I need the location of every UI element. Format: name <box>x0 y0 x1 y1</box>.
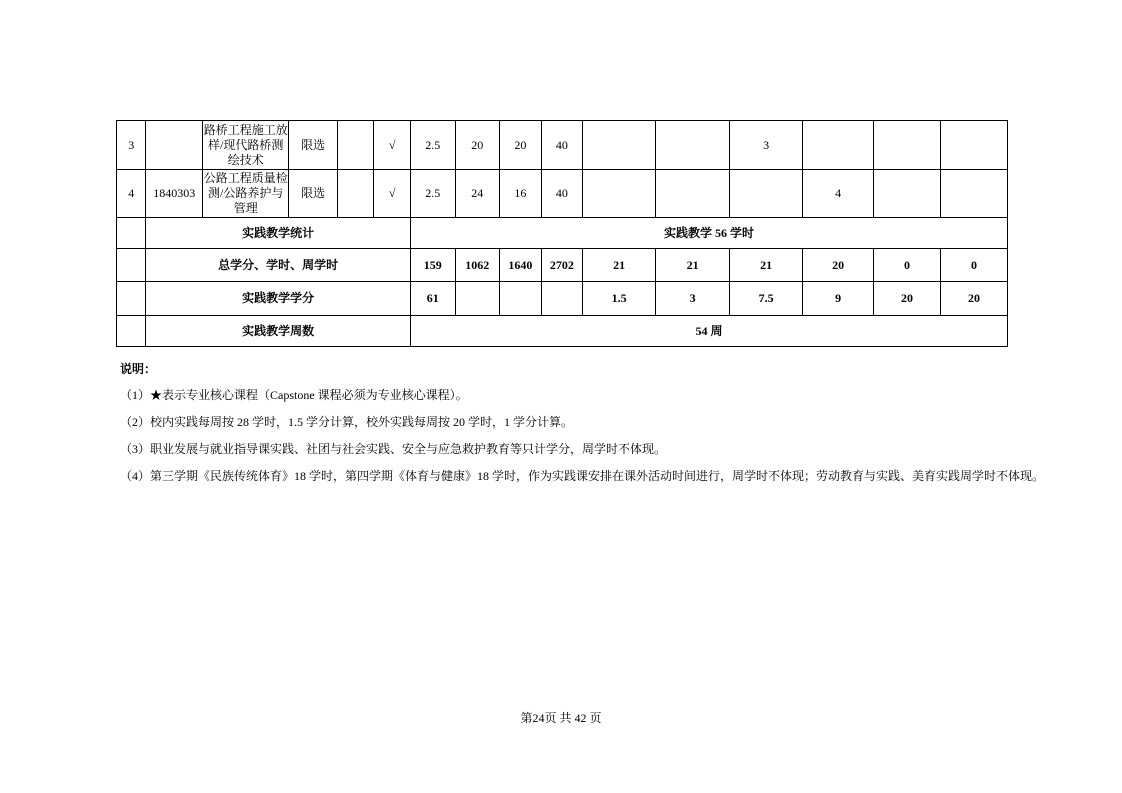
semester-2-practice-credits: 3 <box>656 282 730 316</box>
totals-row <box>117 249 1008 282</box>
semester-4-cell: 4 <box>803 170 874 218</box>
theory-hours-cell: 24 <box>455 170 500 218</box>
note-item: （4）第三学期《民族传统体育》18 学时，第四学期《体育与健康》18 学时，作为实践课安排在课外活动时间进行，周学时不体现；劳动教育与实践、美育实践周学时不体现。 <box>120 469 1045 483</box>
total-hours-cell: 40 <box>541 121 583 170</box>
blank-cell <box>337 170 373 218</box>
semester-1-cell <box>583 121 656 170</box>
semester-6-practice-credits: 20 <box>940 282 1007 316</box>
semester-5-practice-credits: 20 <box>874 282 941 316</box>
total-practice-hours: 1640 <box>500 249 542 282</box>
totals-label: 总学分、学时、周学时 <box>146 249 411 282</box>
practice-weeks-value: 54 周 <box>410 316 1007 347</box>
course-code <box>146 121 203 170</box>
total-credits: 159 <box>410 249 455 282</box>
semester-6-weekly-hours: 0 <box>940 249 1007 282</box>
check-mark: √ <box>374 121 410 170</box>
theory-hours-cell: 20 <box>455 121 500 170</box>
empty-cell <box>117 282 146 316</box>
semester-1-practice-credits: 1.5 <box>583 282 656 316</box>
semester-4-weekly-hours: 20 <box>803 249 874 282</box>
table-row <box>117 170 1008 218</box>
semester-4-cell <box>803 121 874 170</box>
table-row <box>117 121 1008 170</box>
practice-credits-theory <box>455 282 500 316</box>
credits-cell: 2.5 <box>410 170 455 218</box>
practice-stats-label: 实践教学统计 <box>146 218 411 249</box>
semester-3-cell <box>730 170 803 218</box>
note-item: （2）校内实践每周按 28 学时，1.5 学分计算，校外实践每周按 20 学时，1 学分计算。 <box>120 415 574 429</box>
semester-1-weekly-hours: 21 <box>583 249 656 282</box>
practice-credits-total: 61 <box>410 282 455 316</box>
empty-cell <box>117 249 146 282</box>
row-number: 3 <box>117 121 146 170</box>
course-name: 路桥工程施工放样/现代路桥测绘技术 <box>203 121 289 170</box>
semester-6-cell <box>940 170 1007 218</box>
practice-credits-hours <box>541 282 583 316</box>
semester-4-practice-credits: 9 <box>803 282 874 316</box>
practice-hours-cell: 20 <box>500 121 542 170</box>
total-hours: 2702 <box>541 249 583 282</box>
semester-3-practice-credits: 7.5 <box>730 282 803 316</box>
note-item: （3）职业发展与就业指导课实践、社团与社会实践、安全与应急救护教育等只计学分，周学时不体现。 <box>120 442 667 456</box>
semester-2-cell <box>656 170 730 218</box>
total-theory-hours: 1062 <box>455 249 500 282</box>
semester-3-cell: 3 <box>730 121 803 170</box>
practice-weeks-row <box>117 316 1008 347</box>
semester-2-weekly-hours: 21 <box>656 249 730 282</box>
practice-credits-label: 实践教学学分 <box>146 282 411 316</box>
semester-5-weekly-hours: 0 <box>874 249 941 282</box>
note-item: （1）★表示专业核心课程（Capstone 课程必须为专业核心课程）。 <box>120 388 468 402</box>
semester-5-cell <box>874 170 941 218</box>
practice-credits-row <box>117 282 1008 316</box>
notes-heading: 说明： <box>120 362 157 376</box>
practice-weeks-label: 实践教学周数 <box>146 316 411 347</box>
course-type: 限选 <box>289 121 338 170</box>
total-hours-cell: 40 <box>541 170 583 218</box>
semester-1-cell <box>583 170 656 218</box>
page-number: 第24页 共 42 页 <box>520 711 602 725</box>
semester-3-weekly-hours: 21 <box>730 249 803 282</box>
course-table <box>116 120 1008 347</box>
notes-section <box>120 362 1044 496</box>
semester-2-cell <box>656 121 730 170</box>
check-mark: √ <box>374 170 410 218</box>
practice-hours-cell: 16 <box>500 170 542 218</box>
row-number: 4 <box>117 170 146 218</box>
practice-credits-practice <box>500 282 542 316</box>
course-code: 1840303 <box>146 170 203 218</box>
course-name: 公路工程质量检测/公路养护与管理 <box>203 170 289 218</box>
semester-6-cell <box>940 121 1007 170</box>
blank-cell <box>337 121 373 170</box>
semester-5-cell <box>874 121 941 170</box>
empty-cell <box>117 316 146 347</box>
empty-cell <box>117 218 146 249</box>
credits-cell: 2.5 <box>410 121 455 170</box>
course-type: 限选 <box>289 170 338 218</box>
practice-stats-value: 实践教学 56 学时 <box>410 218 1007 249</box>
practice-stats-row <box>117 218 1008 249</box>
